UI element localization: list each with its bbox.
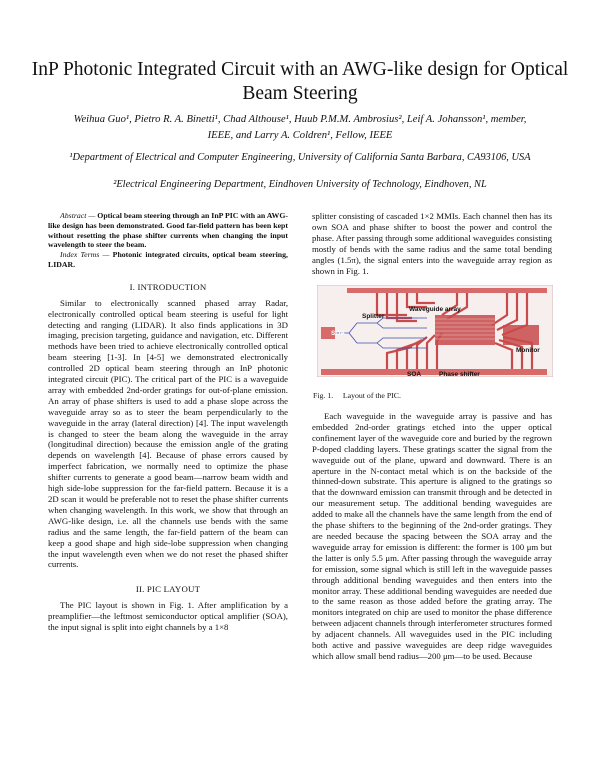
abstract-label: Abstract —	[60, 211, 96, 220]
affiliation-2: ²Electrical Engineering Department, Eindhoven University of Technology, Eindhoven, NL	[113, 179, 487, 190]
top-pads	[347, 288, 547, 293]
section-1-heading: I. INTRODUCTION	[129, 281, 207, 292]
authors-line-2: IEEE, and Larry A. Coldren¹, Fellow, IEEE	[207, 129, 393, 141]
right-column-bottom	[312, 411, 552, 662]
section-2-heading: II. PIC LAYOUT	[135, 584, 201, 595]
pic-layout-figure	[317, 285, 553, 377]
label-monitor: Monitor	[516, 347, 540, 354]
label-soa-bottom: SOA	[407, 371, 422, 377]
index-terms	[48, 250, 288, 270]
abstract	[48, 211, 288, 250]
index-terms-label: Index Terms —	[60, 250, 110, 260]
label-waveguide-array: Waveguide array	[409, 306, 461, 313]
index-terms-text: Photonic integrated circuits, optical beam steering, LIDAR.	[48, 250, 288, 269]
section-2-text: The PIC layout is shown in Fig. 1. After amplification by a preamplifier—the leftmost semiconductor optical amplifier (SOA), the input signal is split into eight channels by a 1×8	[48, 600, 288, 633]
affiliation-1: ¹Department of Electrical and Computer Engineering, University of California Santa Barbara, CA93106, USA	[69, 152, 531, 163]
waveguide-array	[435, 315, 495, 345]
label-phase-shifter: Phase shifter	[439, 371, 480, 377]
label-soa-left: SOA	[331, 330, 346, 337]
abstract-text: Optical beam steering through an InP PIC with an AWG-like design has been demonstrated. Good far-field pattern has been kept without resetting the phase shifter currents when changing the input wavelength to steer the beam.	[48, 211, 288, 250]
figure-caption: Fig. 1. Layout of the PIC.	[313, 391, 401, 400]
right-column-top	[312, 211, 552, 276]
bottom-pads	[321, 369, 547, 375]
right-column-paragraph-2: Each waveguide in the waveguide array is passive and has embedded 2nd-order gratings etched into the upper optical confinement layer of the waveguide core and buried by the regrown P-doped cladding layers. These gratings scatter the signal from the waveguide out of the plane, upward and downward. There is an aperture in the N-contact metal which is on the backside of the thinned-down substrate. This aperture is aligned to the gratings so that the downward emission can transmit through and be detected in our measurement setup. The additional bending waveguides are added to make all the channels have the same length from the end of the phase shifters to the beginning of the 2nd-order gratings. They are needed because the spacing between the SOA array and the waveguide array for emission is different: the former is 100 μm but the latter is only 5.5 μm. After passing through the waveguide array for emission, some signal which is still left in the waveguide passes through additional bending waveguides and then enters into the monitor array. These additional bending waveguides are needed due to the same reason as those added before the grating array. The monitors integrated on chip are used to monitor the phase difference between adjacent channels through interferometer structures formed by adjacent channels. All waveguides used in the PIC including both active and passive waveguides are deep ridge waveguides which allow small bend radius—200 μm—to be used. Because	[312, 411, 552, 661]
label-splitter: Splitter	[362, 313, 385, 320]
section-1-text: Similar to electronically scanned phased array Radar, electronically controlled optical beam steering is useful for light detecting and ranging (LIDAR). It also finds applications in 3D imaging, precision targeting, guidance and navigation, etc. Different methods have been tried to achieve electronically controlled optical beam steering [1-3]. In [4-5] we demonstrated electronically controlled 2D optical beam steering through an InP photonic integrated circuit (PIC). The critical part of the PIC is a waveguide array with embedded 2nd-order gratings for out-of-plane emission. An array of phase shifters is used to add a phase slope across the waveguide array so as to steer the beam perpendicularly to the waveguide in the array (lateral direction) [4]. The input wavelength is changed to steer the beam along the waveguide in the array (longitudinal direction) because the emission angle of the grating depends on wavelength [4]. Because of phase errors caused by imperfect fabrication, we normally need to optimize the phase shifter currents to generate a good beam—narrow beam width and high side-lobe suppression for the far-field pattern. Because it is a 2D scan it would be preferable not to reset the phase shifter currents when changing wavelength. In this work, we show that through an AWG-like design, i.e. all the channels use bends with the same radius and the same length, the far-field pattern of the beam can keep a good shape and high side-lobe suppression when changing the input wavelength even when we do not reset the phased shifter currents.	[48, 297, 288, 570]
monitor-block	[503, 325, 539, 345]
author-list	[30, 112, 570, 143]
authors-line-1: Weihua Guo¹, Pietro R. A. Binetti¹, Chad Althouse¹, Huub P.M.M. Ambrosius², Leif A. Johansson¹, member,	[73, 114, 527, 125]
right-column-paragraph-1: splitter consisting of cascaded 1×2 MMIs. Each channel then has its own SOA and phase shifter to boost the power and control the phase. After passing through some additional waveguides consisting mostly of bends with the same radius and the same total bending angles (1.5π), the signal enters into the waveguide array region as shown in Fig. 1.	[312, 211, 552, 276]
left-column	[48, 211, 288, 633]
paper-title: InP Photonic Integrated Circuit with an AWG-like design for Optical Beam Steering	[31, 59, 569, 104]
